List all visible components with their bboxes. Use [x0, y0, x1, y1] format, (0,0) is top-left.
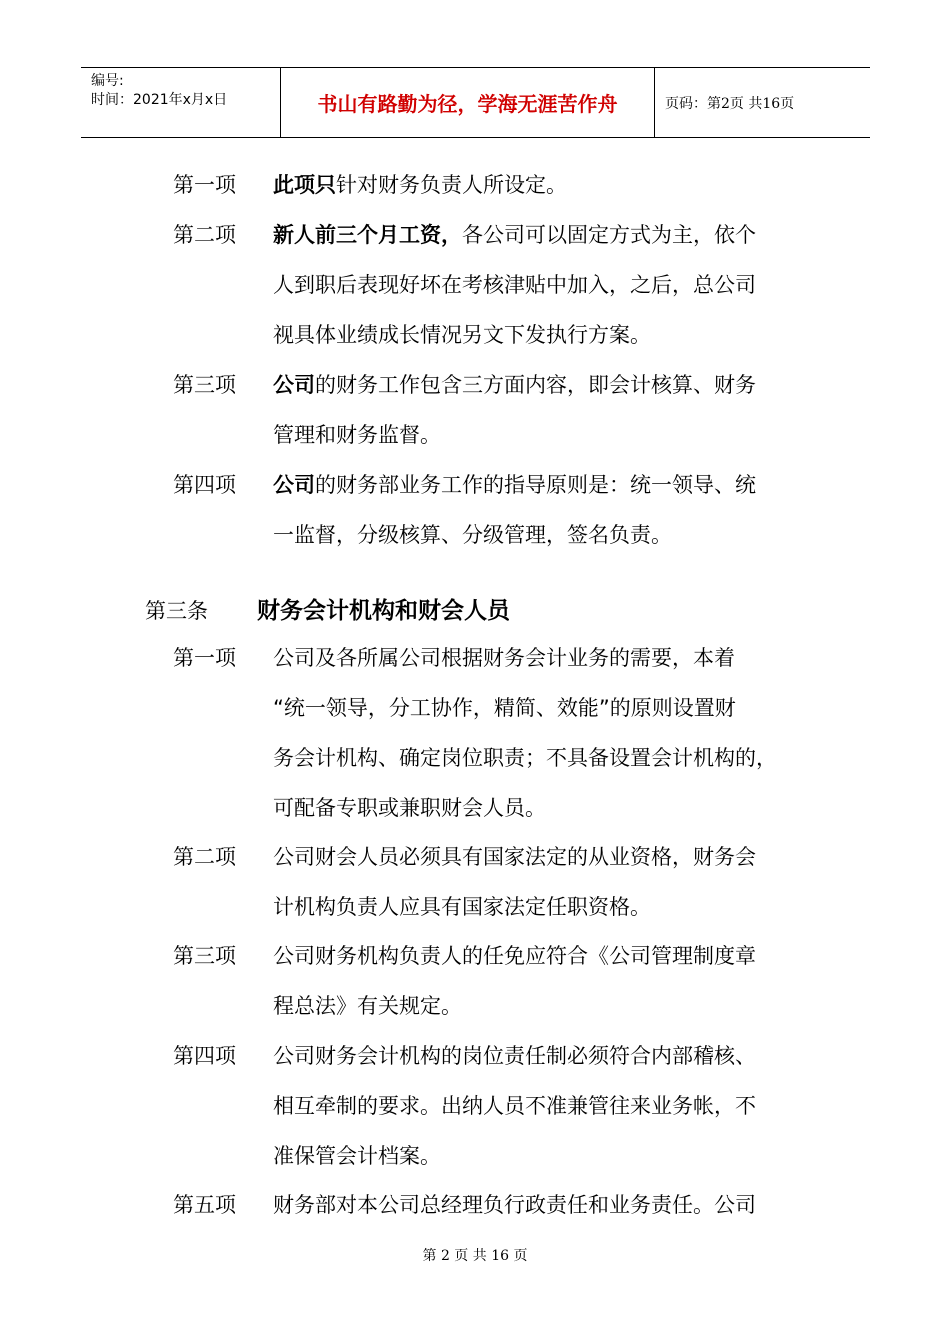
item-line: 一监督，分级核算、分级管理，签名负责。 — [273, 523, 672, 547]
item-bold: 新人前三个月工资， — [273, 223, 462, 247]
item-line: 公司财会人员必须具有国家法定的从业资格，财务会 — [273, 845, 756, 869]
item-label: 第五项 — [173, 1193, 236, 1217]
item-line: 管理和财务监督。 — [273, 423, 441, 447]
item-line: 相互牵制的要求。出纳人员不准兼管往来业务帐，不 — [273, 1094, 756, 1118]
item-label: 第四项 — [173, 1044, 236, 1068]
article-title: 财务会计机构和财会人员 — [257, 598, 510, 624]
item-bold: 公司 — [273, 373, 315, 397]
item-line: 务会计机构、确定岗位职责；不具备设置会计机构的， — [273, 746, 777, 770]
item-line: 的财务部业务工作的指导原则是：统一领导、统 — [315, 473, 756, 497]
item-line: 公司财务机构负责人的任免应符合《公司管理制度章 — [273, 944, 756, 968]
article-heading — [145, 592, 510, 625]
header-motto: 书山有路勤为径，学海无涯苦作舟 — [281, 68, 655, 137]
header-meta — [81, 68, 281, 137]
item-label: 第四项 — [173, 473, 236, 497]
item-line: 财务部对本公司总经理负行政责任和业务责任。公司 — [273, 1193, 756, 1217]
item-line: 针对财务负责人所设定。 — [336, 173, 567, 197]
item-label: 第一项 — [173, 646, 236, 670]
item-bold: 此项只 — [273, 173, 336, 197]
item-label: 第三项 — [173, 373, 236, 397]
item-bold: 公司 — [273, 473, 315, 497]
item-line: 程总法》有关规定。 — [273, 994, 462, 1018]
item-line: “统一领导，分工协作，精简、效能”的原则设置财 — [273, 696, 736, 720]
item-line: 公司及各所属公司根据财务会计业务的需要，本着 — [273, 646, 735, 670]
item-label: 第三项 — [173, 944, 236, 968]
header-page-info: 页码：第2页 共16页 — [665, 95, 795, 112]
page-footer: 第 2 页 共 16 页 — [422, 1248, 528, 1264]
item-line: 准保管会计档案。 — [273, 1144, 441, 1168]
item-line: 可配备专职或兼职财会人员。 — [273, 796, 546, 820]
article-label: 第三条 — [145, 599, 208, 623]
item-line: 计机构负责人应具有国家法定任职资格。 — [273, 895, 651, 919]
item-label: 第一项 — [173, 173, 236, 197]
item-line: 公司财务会计机构的岗位责任制必须符合内部稽核、 — [273, 1044, 756, 1068]
item-line: 的财务工作包含三方面内容，即会计核算、财务 — [315, 373, 756, 397]
item-line: 各公司可以固定方式为主，依个 — [462, 223, 756, 247]
time-label: 时间：2021年x月x日 — [91, 92, 228, 108]
number-label: 编号: — [91, 73, 124, 89]
header-table — [81, 67, 870, 138]
item-label: 第二项 — [173, 845, 236, 869]
item-line: 人到职后表现好坏在考核津贴中加入，之后，总公司 — [273, 273, 756, 297]
item-line: 视具体业绩成长情况另文下发执行方案。 — [273, 323, 651, 347]
item-label: 第二项 — [173, 223, 236, 247]
